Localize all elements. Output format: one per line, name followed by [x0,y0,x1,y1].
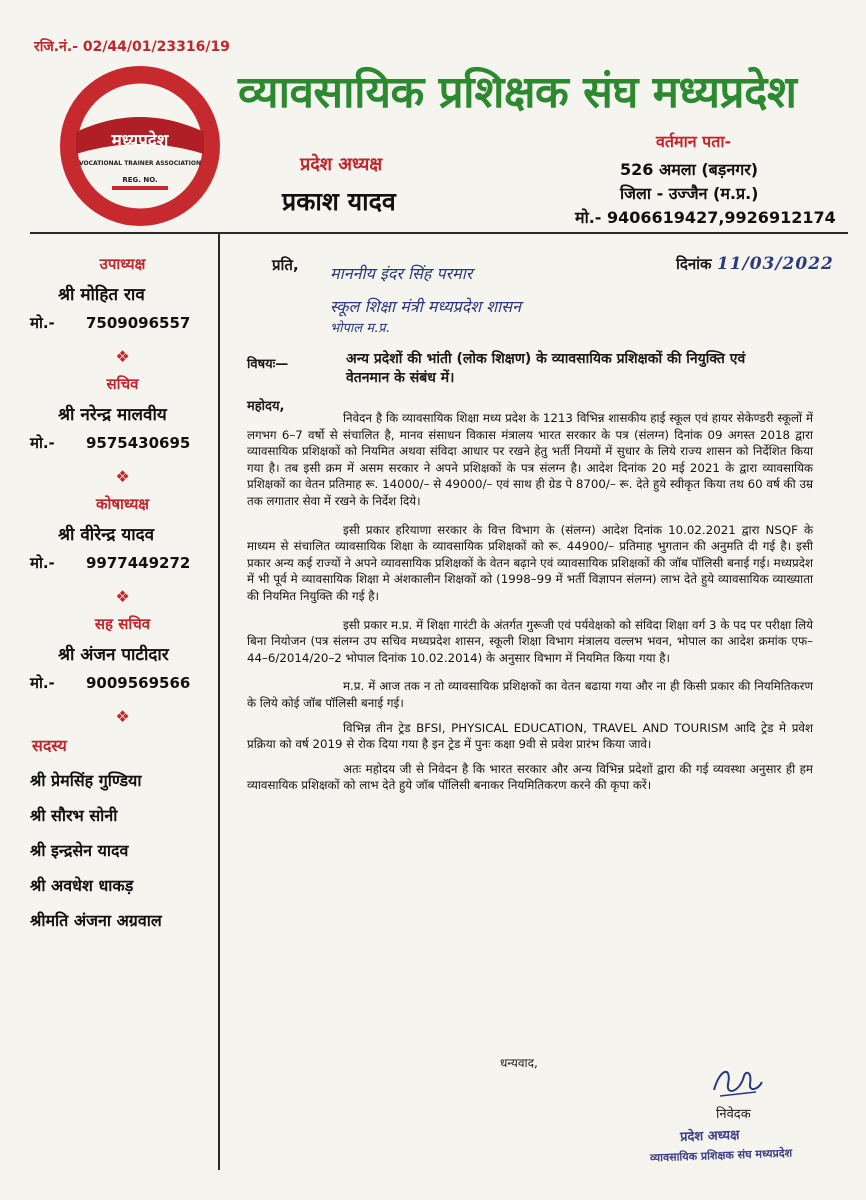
officer-role: कोषाध्यक्ष [95,495,150,513]
logo-emblem-icon [56,62,224,230]
recipient-line-2: स्कूल शिक्षा मंत्री मध्यप्रदेश शासन [330,297,521,316]
registration-number: रजि.नं.- 02/44/01/23316/19 [34,39,230,55]
member-name: श्रीमति अंजना अग्रवाल [30,911,162,930]
officer-joint-secretary [30,614,215,726]
separator-icon: ❖ [115,707,130,726]
letter-date [676,254,834,274]
president-role: प्रदेश अध्यक्ष [300,154,383,175]
mobile-number: 7509096557 [86,314,191,332]
member-name: श्री प्रेमसिंह गुण्डिया [30,771,142,790]
subject-text: अन्य प्रदेशों की भांती (लोक शिक्षण) के व्यावसायिक प्रशिक्षकों की नियुक्ति एवं वेतनमान के संबंध में। [346,351,746,386]
paragraph: इसी प्रकार हरियाणा सरकार के वित्त विभाग के (संलग्न) आदेश दिनांक 10.02.2021 द्वारा NSQF के माध्यम से संचालित व्यावसायिक शिक्षा के व्यावसायिक प्रशिक्षकों को रू. 44900/– प्रतिमाह भुगतान की अनुमति दी गई है। इसी प्रकार अन्य कई राज्यों ने अपने व्यावसायिक प्रशिक्षकों के वेतन बढ़ाने एवं व्यावसायिक प्रशिक्षकों की जॉब पॉलिसी बनाई गई। मध्यप्रदेश में भी पूर्व मे व्यावसायिक शिक्षा मे अंशकालीन शिक्षकों को (1998–99 में भर्ती विज्ञापन संलग्न) लाभ देते हुये व्यावसायिक व्याख्याता की नियमित नियुक्ति की गई है। [247,522,813,603]
header-divider [30,232,848,234]
association-logo [56,62,224,230]
stamp-line-2: व्यावसायिक प्रशिक्षक संघ मध्यप्रदेश [649,1146,793,1165]
subject-label: विषयः— [247,357,289,372]
officer-treasurer [30,494,215,606]
separator-icon: ❖ [115,587,130,606]
mobile-number: 9009569566 [86,674,191,692]
member-name: श्री इन्द्रसेन यादव [30,841,129,860]
mobile-label: मो.- [30,554,55,572]
member-name: श्री अवधेश धाकड़ [30,876,134,895]
date-label: दिनांक [676,255,712,273]
officer-role: सह सचिव [94,615,151,633]
mobile-number: 9977449272 [86,554,191,572]
logo-ring-text: VOCATIONAL TRAINER ASSOCIATION [78,160,202,167]
closing: धन्यवाद, [500,1056,538,1070]
paragraph: विभिन्न तीन ट्रेड BFSI, PHYSICAL EDUCATION, TRAVEL AND TOURISM आदि ट्रेड मे प्रवेश प्रक्रिया को वर्ष 2019 से रोक दिया गया है इन ट्रेड में पुनः कक्षा 9वी से प्रवेश प्रारंभ किया जावे। [247,720,813,752]
member-name: श्री सौरभ सोनी [30,806,118,825]
logo-reg-text: REG. NO. [122,176,158,184]
organization-title: व्यावसायिक प्रशिक्षक संघ मध्यप्रदेश [238,67,797,118]
to-label: प्रति, [272,256,299,274]
mobile-label: मो.- [30,674,55,692]
salutation: महोदय, [247,399,285,414]
officer-name: श्री वीरेन्द्र यादव [58,525,155,545]
address-label: वर्तमान पता- [656,132,732,151]
officer-name: श्री अंजन पाटीदार [58,645,169,665]
officer-mobile [30,433,215,453]
officer-mobile [30,673,215,693]
logo-top-text: मध्यप्रदेश [111,131,169,151]
paragraph: अतः महोदय जी से निवेदन है कि भारत सरकार और अन्य विभिन्न प्रदेशों द्वारा की गई व्यवस्था अनुसार ही हम व्यावसायिक प्रशिक्षकों को लाभ देते हुये जॉब पॉलिसी बनाकर नियमितिकरण करने की कृपा करें। [247,761,813,793]
officer-secretary [30,374,215,486]
signer-label: निवेदक [716,1107,751,1122]
officer-role: उपाध्यक्ष [99,255,146,273]
address-mobile: मो.- 9406619427,9926912174 [575,208,836,227]
paragraph: म.प्र. में आज तक न तो व्यावसायिक प्रशिक्षकों का वेतन बढाया गया और ना ही किसी प्रकार की नियमितिकरण के लिये कोई जॉब पॉलिसी बनाई गई। [247,679,813,710]
members-list [30,734,215,931]
signature-icon [706,1062,766,1102]
members-role: सदस्य [32,736,67,755]
sidebar-divider [218,232,220,1170]
paragraph: निवेदन है कि व्यावसायिक शिक्षा मध्य प्रदेश के 1213 विभिन्न शासकीय हाई स्कूल एवं हायर सेकेण्डरी स्कूलों में लगभग 6–7 वर्षो से संचालित है, मानव संसाधन विकास मंत्रालय भारत सरकार के पत्र (संलग्न) दिनांक 09 अगस्त 2018 द्वारा व्यावसायिक प्रशिक्षकों को नियमित अथवा संविदा आधार पर रखने हेतु भर्ती नियमों में सुधार के लिये राज्य शासन को निर्देशित किया गया है। तब इसी क्रम में असम सरकार ने अपने प्रशिक्षकों के पत्र संलग्न है। आदेश दिनांक 20 मई 2021 के द्वारा व्यावसायिक प्रशिक्षकों का वेतन प्रतिमाह रू. 14000/– से 49000/– एवं साथ ही ग्रेड पे 8700/– रू. देते हुये स्वीकृत किया तथ 60 वर्ष की उम्र तक लगातार सेवा में रखने के निर्देश दिये। [247,411,813,508]
mobile-label: मो.- [30,314,55,332]
paragraph: इसी प्रकार म.प्र. में शिक्षा गारंटी के अंतर्गत गुरूजी एवं पर्यवेक्षको को संविदा शिक्षा वर्ग 3 के पद पर परीक्षा लिये बिना नियोजन (पत्र संलग्न उप सचिव मध्यप्रदेश शासन, स्कूली शिक्षा विभाग मंत्रालय वल्लभ भवन, भोपाल का आदेश क्रमांक एफ–44–6/2014/20–2 भोपाल दिनांक 10.02.2014) के अनुसार विभाग में नियमित किया गया है। [247,617,813,665]
mobile-number: 9575430695 [86,434,191,452]
mobile-label: मो.- [30,434,55,452]
officer-name: श्री मोहित राव [58,285,145,305]
date-value: 11/03/2022 [716,254,834,274]
address-line-1: 526 अमला (बड़नगर) [620,160,759,179]
separator-icon: ❖ [115,347,130,366]
officer-role: सचिव [106,375,139,393]
officer-vice-president [30,254,215,366]
officer-mobile [30,313,215,333]
officer-name: श्री नरेन्द्र मालवीय [58,405,167,425]
president-name: प्रकाश यादव [282,187,396,216]
officer-mobile [30,553,215,573]
recipient-line-1: माननीय इंदर सिंह परमार [330,264,473,283]
address-line-2: जिला - उज्जैन (म.प्र.) [620,184,759,203]
recipient-line-3: भोपाल म.प्र. [330,321,390,336]
letter-body [247,410,813,806]
stamp-line-1: प्रदेश अध्यक्ष [679,1127,740,1146]
separator-icon: ❖ [115,467,130,486]
